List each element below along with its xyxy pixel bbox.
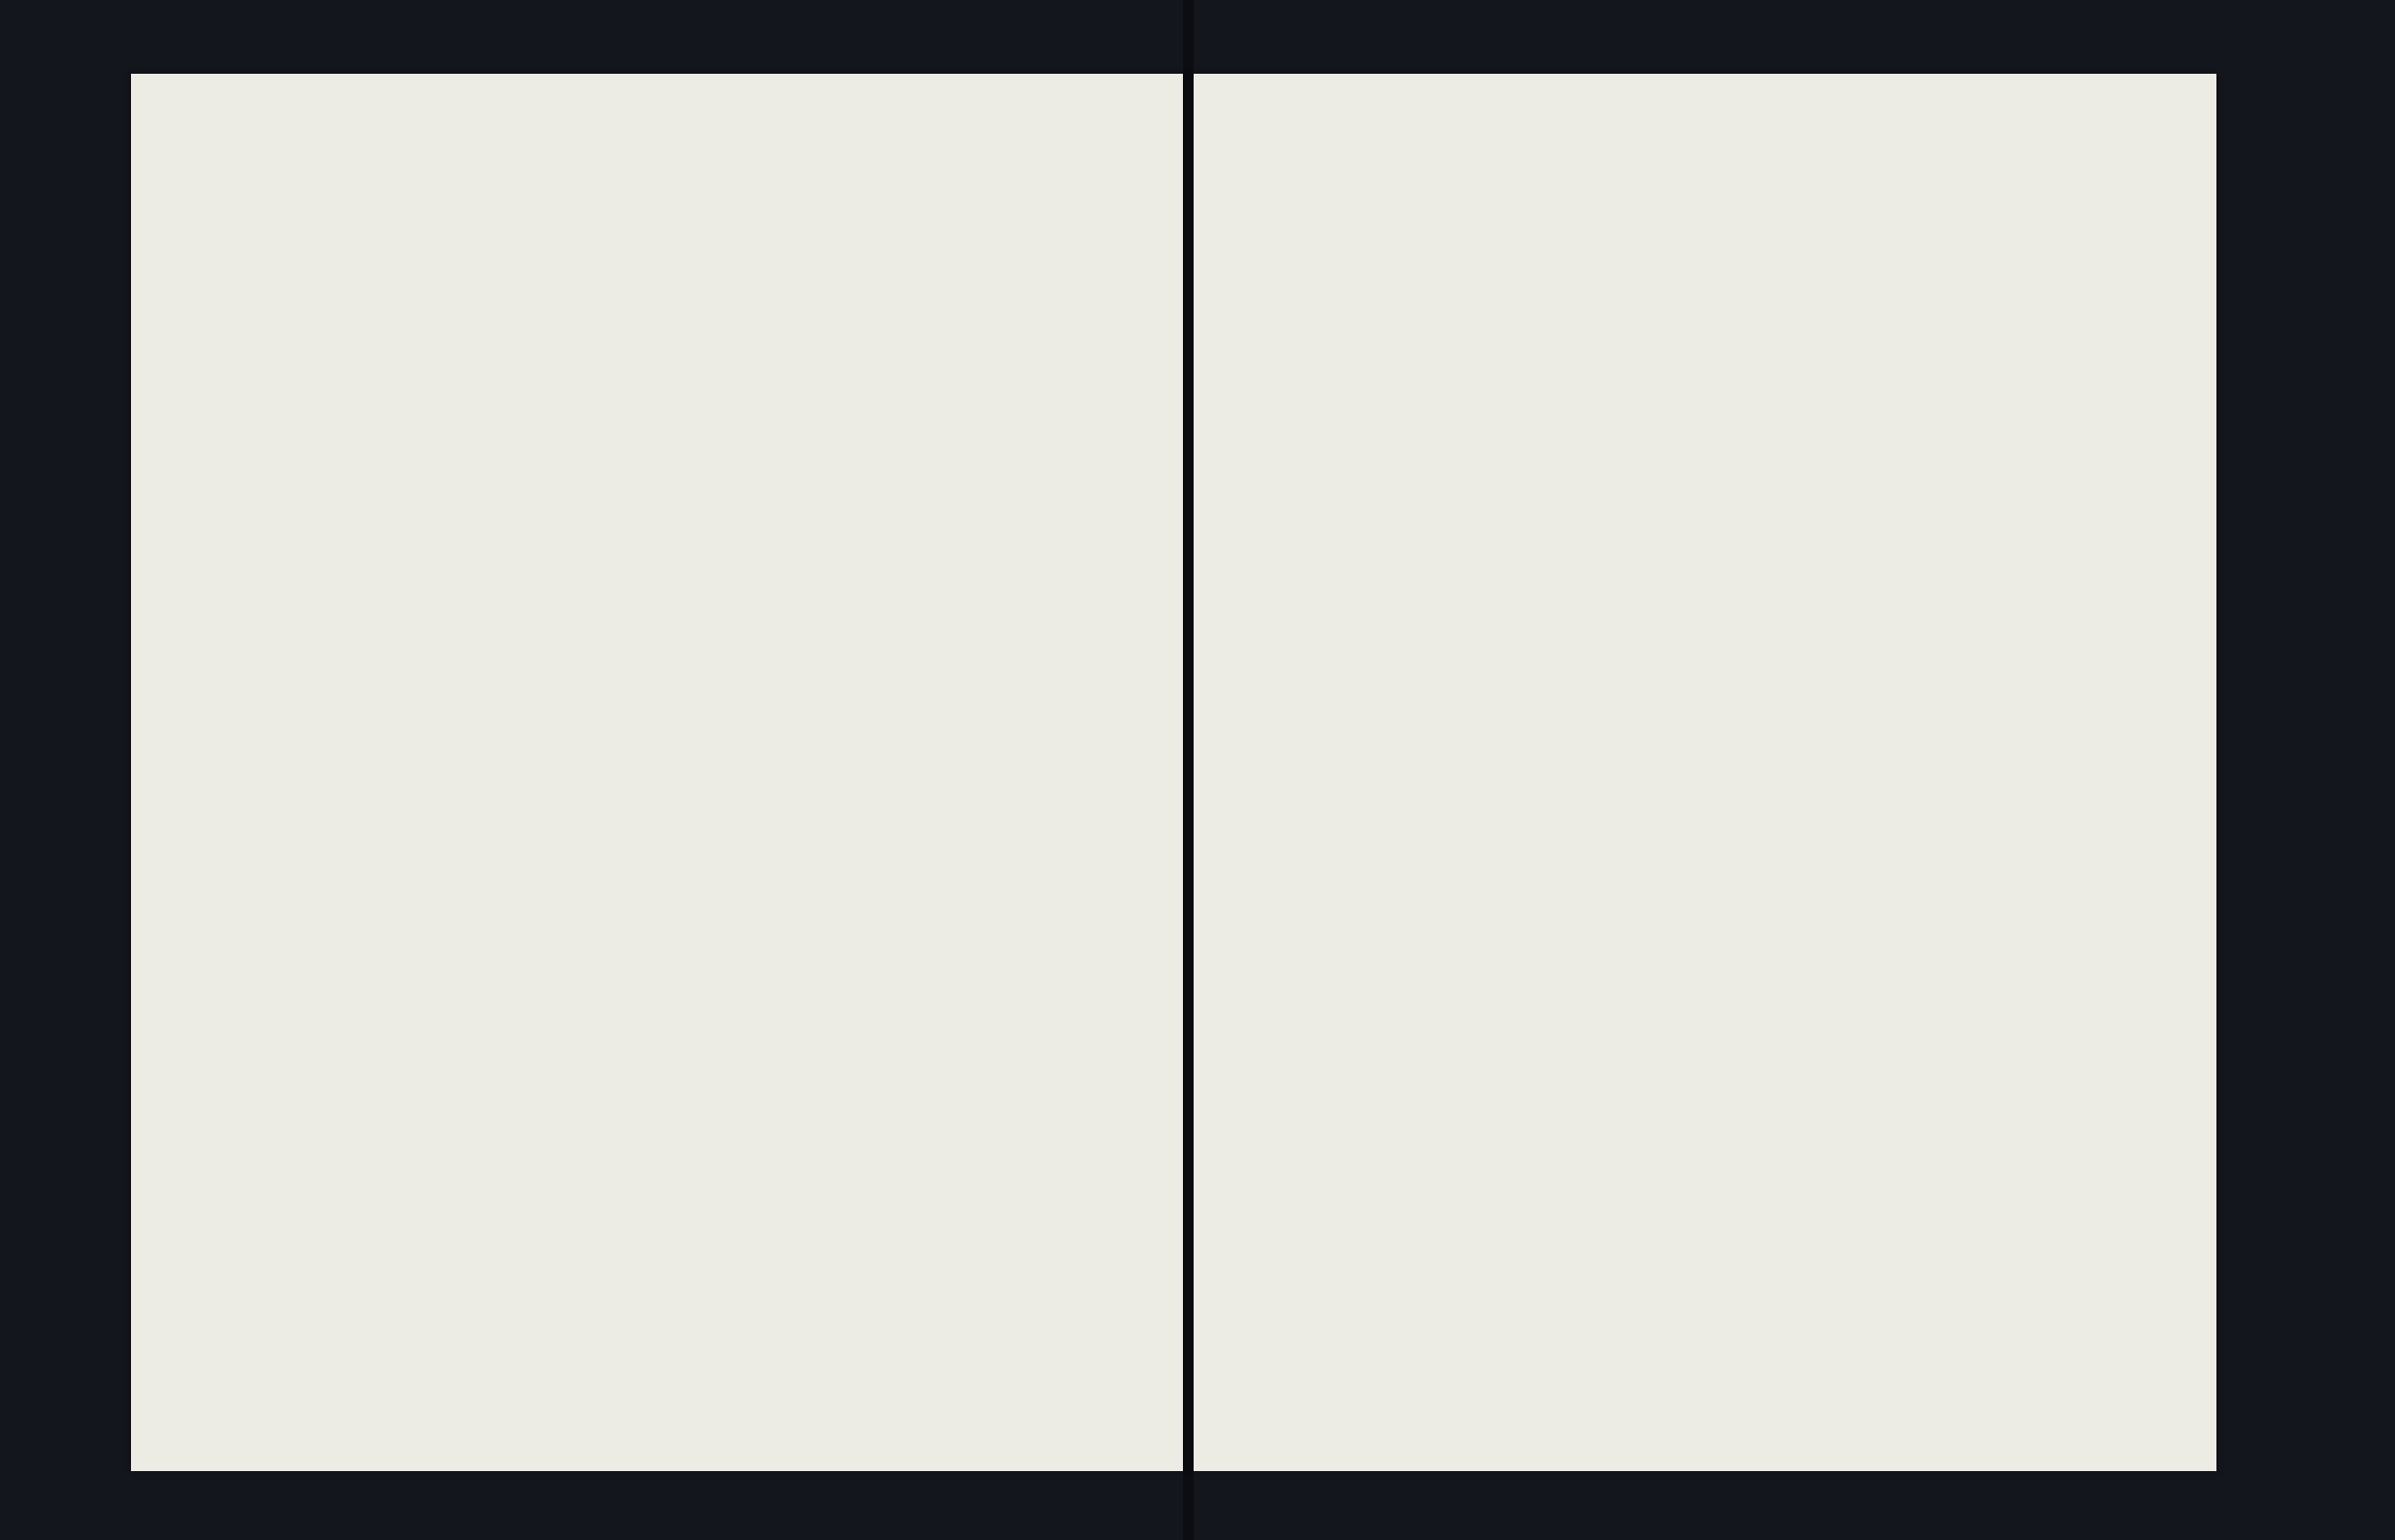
left-page <box>131 74 1183 1471</box>
book-gutter <box>1183 0 1194 1540</box>
right-page <box>1194 74 2216 1471</box>
